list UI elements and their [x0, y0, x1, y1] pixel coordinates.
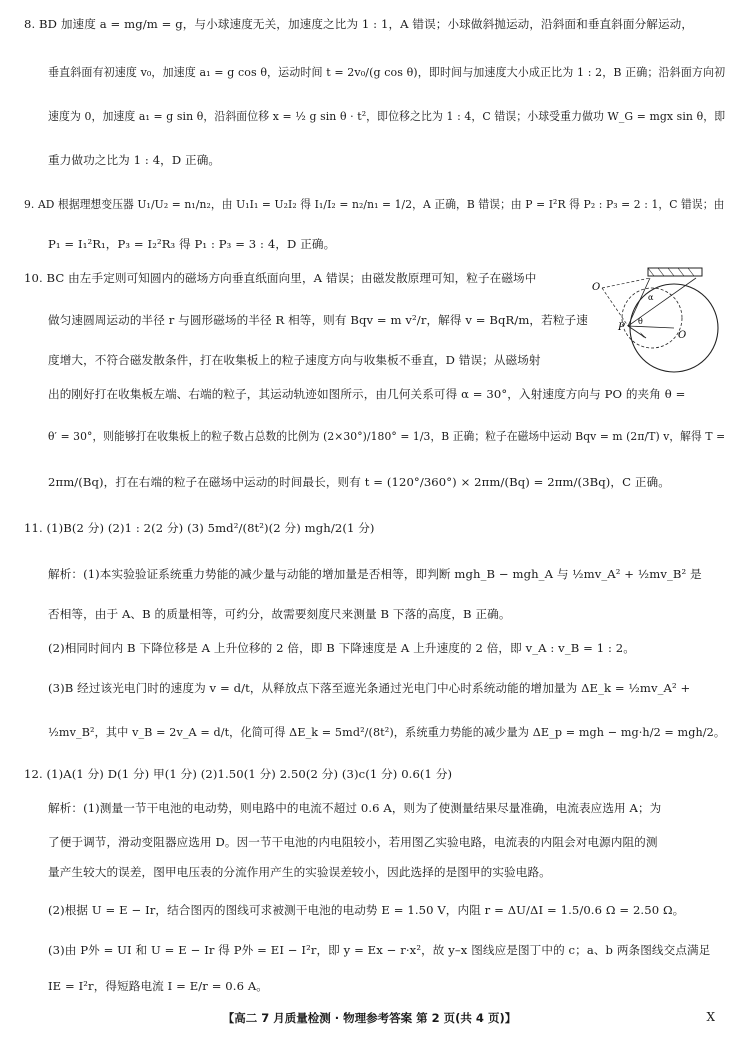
text-line: 出的刚好打在收集板左端、右端的粒子，其运动轨迹如图所示，由几何关系可得 α = 30°，入射速度方向与 PO 的夹角 θ = [48, 387, 686, 401]
text-line: 9. AD 根据理想变压器 U₁/U₂ = n₁/n₂，由 U₁I₁ = U₂I₂ 得 I₁/I₂ = n₂/n₁ = 1/2，A 正确，B 错误；由 P = I²R 得 P₂ : P₃ = 2 : 1，C 错误；由 [24, 197, 725, 211]
text-line: 2πm/(Bq)，打在右端的粒子在磁场中运动的时间最长，则有 t = (120°/360°) × 2πm/(Bq) = 2πm/(3Bq)，C 正确。 [48, 475, 670, 489]
text-line: 10. BC 由左手定则可知圆内的磁场方向垂直纸面向里，A 错误；由磁发散原理可知，粒子在磁场中 [24, 271, 537, 285]
text-line: 8. BD 加速度 a = mg/m = g，与小球速度无关，加速度之比为 1 : 1，A 错误；小球做斜抛运动，沿斜面和垂直斜面分解运动， [24, 17, 694, 31]
text-line: 做匀速圆周运动的半径 r 与圆形磁场的半径 R 相等，则有 Bqv = m v²/r，解得 v = BqR/m，若粒子速 [48, 313, 588, 327]
text-line: 了便于调节，滑动变阻器应选用 D。因一节干电池的内电阻较小，若用图乙实验电路，电流表的内阻会对电源内阻的测 [48, 835, 658, 849]
text-line: IE = I²r，得短路电流 I = E/r = 0.6 A。 [48, 979, 268, 993]
text-line: 解析：(1)测量一节干电池的电动势，则电路中的电流不超过 0.6 A，则为了使测量结果尽量准确，电流表应选用 A；为 [48, 801, 662, 815]
text-line: 速度为 0，加速度 a₁ = g sin θ，沿斜面位移 x = ½ g sin θ · t²，即位移之比为 1 : 4，C 错误；小球受重力做功 W_G = mgx sin θ，即 [48, 109, 726, 123]
label-theta: θ [638, 317, 643, 326]
text-line: 重力做功之比为 1 : 4，D 正确。 [48, 153, 221, 167]
text-line: 解析：(1)本实验验证系统重力势能的减少量与动能的增加量是否相等，即判断 mgh_B − mgh_A 与 ½mv_A² + ½mv_B² 是 [48, 567, 702, 581]
label-p: P [618, 322, 625, 333]
label-o-center: O [678, 330, 687, 341]
text-line: 量产生较大的误差，图甲电压表的分流作用产生的实验误差较小，因此选择的是图甲的实验电路。 [48, 865, 551, 879]
text-line: 否相等，由于 A、B 的质量相等，可约分，故需要刻度尺来测量 B 下落的高度，B 正确。 [48, 607, 511, 621]
text-line: (2)相同时间内 B 下降位移是 A 上升位移的 2 倍，即 B 下降速度是 A 上升速度的 2 倍，即 v_A : v_B = 1 : 2。 [48, 641, 635, 655]
text-line: P₁ = I₁²R₁，P₃ = I₂²R₃ 得 P₁ : P₃ = 3 : 4，D 正确。 [48, 237, 336, 251]
text-line: θ′ = 30°，则能够打在收集板上的粒子数占总数的比例为 (2×30°)/180° = 1/3，B 正确；粒子在磁场中运动 Bqv = m (2π/T) v，解得 T = [48, 429, 726, 443]
text-line: 12. (1)A(1 分) D(1 分) 甲(1 分) (2)1.50(1 分) 2.50(2 分) (3)c(1 分) 0.6(1 分) [24, 767, 453, 781]
text-line: (3)由 P外 = UI 和 U = E − Ir 得 P外 = EI − I²r，即 y = Ex − r·x²，故 y–x 图线应是图丁中的 c；a、b 两条图线交点满足 [48, 943, 711, 957]
text-line: (2)根据 U = E − Ir，结合图丙的图线可求被测干电池的电动势 E = 1.50 V，内阻 r = ΔU/ΔI = 1.5/0.6 Ω = 2.50 Ω。 [48, 903, 685, 917]
text-line: 垂直斜面有初速度 v₀，加速度 a₁ = g cos θ，运动时间 t = 2v₀/(g cos θ)，即时间与加速度大小成正比为 1 : 2，B 正确；沿斜面方向初 [48, 65, 726, 79]
footer-mark: X [706, 1010, 715, 1024]
text-line: (3)B 经过该光电门时的速度为 v = d/t，从释放点下落至遮光条通过光电门中心时系统动能的增加量为 ΔE_k = ½mv_A² + [48, 681, 691, 695]
page-footer: 【高二 7 月质量检测 · 物理参考答案 第 2 页(共 4 页)】 [222, 1011, 517, 1025]
text-line: 11. (1)B(2 分) (2)1 : 2(2 分) (3) 5md²/(8t²)(2 分) mgh/2(1 分) [24, 521, 375, 535]
magnetic-field-diagram [588, 266, 726, 376]
label-o-left: O [592, 282, 601, 293]
label-alpha: α [648, 293, 654, 302]
text-line: ½mv_B²，其中 v_B = 2v_A = d/t，化简可得 ΔE_k = 5md²/(8t²)，系统重力势能的减少量为 ΔE_p = mgh − mg·h/2 = mgh/2。 [48, 725, 726, 739]
text-line: 度增大，不符合磁发散条件，打在收集板上的粒子速度方向与收集板不垂直，D 错误；从磁场射 [48, 353, 541, 367]
